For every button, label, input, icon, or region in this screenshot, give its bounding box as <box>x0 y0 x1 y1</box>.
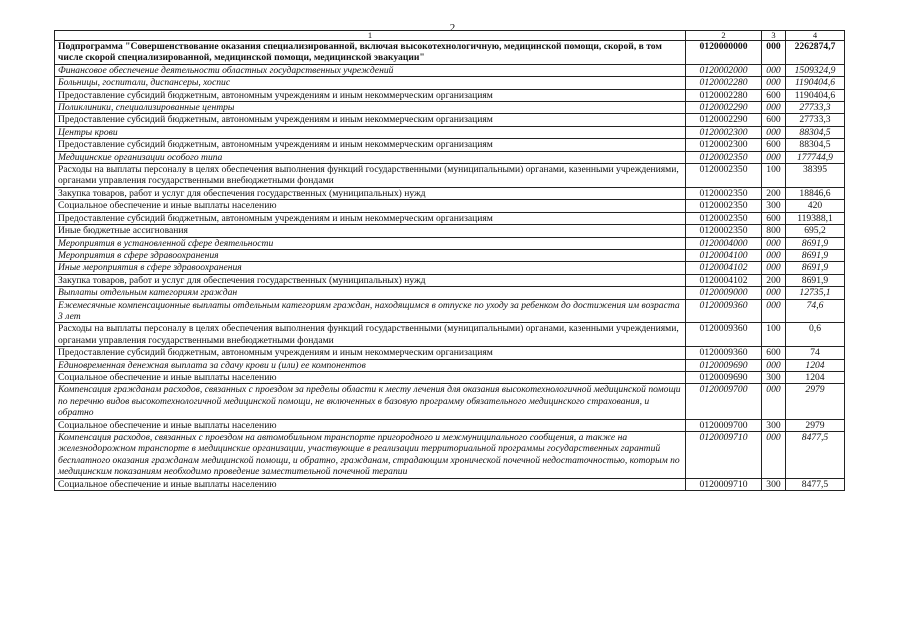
table-row <box>55 164 845 188</box>
type-cell: 200 <box>762 187 786 199</box>
table-row <box>55 114 845 126</box>
type-cell: 000 <box>762 77 786 89</box>
amount-cell: 8691,9 <box>786 274 845 286</box>
code-cell: 0120000000 <box>686 41 762 65</box>
code-cell: 0120009700 <box>686 419 762 431</box>
type-cell: 000 <box>762 151 786 163</box>
name-cell: Предоставление субсидий бюджетным, автономным учреждениям и иным некоммерческим организациям <box>55 212 686 224</box>
amount-cell: 74 <box>786 347 845 359</box>
table-row <box>55 432 845 479</box>
name-cell: Расходы на выплаты персоналу в целях обеспечения выполнения функций государственными (муниципальными) органами, казенными учреждениями, органами управления государственными внебюджетными фондами <box>55 323 686 347</box>
type-cell: 000 <box>762 262 786 274</box>
name-cell: Больницы, госпитали, диспансеры, хоспис <box>55 77 686 89</box>
amount-cell: 18846,6 <box>786 187 845 199</box>
table-row <box>55 237 845 249</box>
code-cell: 0120009360 <box>686 323 762 347</box>
name-cell: Выплаты отдельным категориям граждан <box>55 287 686 299</box>
type-cell: 000 <box>762 102 786 114</box>
type-cell: 300 <box>762 371 786 383</box>
code-cell: 0120002280 <box>686 89 762 101</box>
amount-cell: 1204 <box>786 371 845 383</box>
type-cell: 100 <box>762 323 786 347</box>
code-cell: 0120009700 <box>686 384 762 419</box>
code-cell: 0120009710 <box>686 432 762 479</box>
amount-cell: 8477,5 <box>786 432 845 479</box>
type-cell: 000 <box>762 64 786 76</box>
code-cell: 0120002280 <box>686 77 762 89</box>
table-row <box>55 347 845 359</box>
table-row <box>55 139 845 151</box>
type-cell: 800 <box>762 225 786 237</box>
budget-table <box>54 30 845 491</box>
code-cell: 0120002290 <box>686 114 762 126</box>
code-cell: 0120004102 <box>686 274 762 286</box>
table-header-row <box>55 31 845 41</box>
name-cell: Закупка товаров, работ и услуг для обеспечения государственных (муниципальных) нужд <box>55 274 686 286</box>
table-row <box>55 249 845 261</box>
code-cell: 0120002000 <box>686 64 762 76</box>
name-cell: Иные бюджетные ассигнования <box>55 225 686 237</box>
type-cell: 000 <box>762 126 786 138</box>
code-cell: 0120009690 <box>686 371 762 383</box>
page-number: 2 <box>449 22 456 34</box>
type-cell: 600 <box>762 212 786 224</box>
name-cell: Финансовое обеспечение деятельности областных государственных учреждений <box>55 64 686 76</box>
name-cell: Социальное обеспечение и иные выплаты населению <box>55 200 686 212</box>
amount-cell: 2979 <box>786 384 845 419</box>
type-cell: 600 <box>762 347 786 359</box>
table-row <box>55 187 845 199</box>
name-cell: Расходы на выплаты персоналу в целях обеспечения выполнения функций государственными (муниципальными) органами, казенными учреждениями, органами управления государственными внебюджетными фондами <box>55 164 686 188</box>
type-cell: 000 <box>762 299 786 323</box>
type-cell: 300 <box>762 419 786 431</box>
table-row <box>55 89 845 101</box>
type-cell: 600 <box>762 89 786 101</box>
header-col-3: 3 <box>762 31 786 41</box>
code-cell: 0120009360 <box>686 347 762 359</box>
name-cell: Центры крови <box>55 126 686 138</box>
amount-cell: 695,2 <box>786 225 845 237</box>
code-cell: 0120002350 <box>686 164 762 188</box>
amount-cell: 1190404,6 <box>786 89 845 101</box>
type-cell: 000 <box>762 287 786 299</box>
table-row <box>55 64 845 76</box>
table-row <box>55 299 845 323</box>
code-cell: 0120002350 <box>686 151 762 163</box>
name-cell: Социальное обеспечение и иные выплаты населению <box>55 419 686 431</box>
table-row <box>55 419 845 431</box>
name-cell: Медицинские организации особого типа <box>55 151 686 163</box>
name-cell: Поликлиники, специализированные центры <box>55 102 686 114</box>
name-cell: Компенсация расходов, связанных с проездом на автомобильном транспорте пригородного и межмуниципального сообщения, а также на железнодорожном транспорте в медицинские организации, участвующие в реализации территориальной программы государственных гарантий бесплатного оказания гражданам медицинской помощи, и обратно, гражданам, страдающим хронической почечной недостаточностью, которым по медицинским показаниям необходимо проведение заместительной почечной терапии <box>55 432 686 479</box>
amount-cell: 8691,9 <box>786 237 845 249</box>
code-cell: 0120009000 <box>686 287 762 299</box>
table-row <box>55 225 845 237</box>
table-row <box>55 287 845 299</box>
table-row <box>55 262 845 274</box>
code-cell: 0120002290 <box>686 102 762 114</box>
type-cell: 000 <box>762 384 786 419</box>
table-row <box>55 77 845 89</box>
table-row <box>55 126 845 138</box>
table-row <box>55 384 845 419</box>
header-col-4: 4 <box>786 31 845 41</box>
table-row <box>55 212 845 224</box>
amount-cell: 8477,5 <box>786 478 845 490</box>
header-col-2: 2 <box>686 31 762 41</box>
amount-cell: 88304,5 <box>786 126 845 138</box>
table-row <box>55 274 845 286</box>
name-cell: Компенсация гражданам расходов, связанных с проездом за пределы области к месту лечения для оказания высокотехнологичной медицинской помощи по перечню видов высокотехнологичной медицинской помощи, не включенных в базовую программу обязательного медицинского страхования, и обратно <box>55 384 686 419</box>
name-cell: Предоставление субсидий бюджетным, автономным учреждениям и иным некоммерческим организациям <box>55 139 686 151</box>
name-cell: Предоставление субсидий бюджетным, автономным учреждениям и иным некоммерческим организациям <box>55 347 686 359</box>
amount-cell: 8691,9 <box>786 262 845 274</box>
table-row <box>55 102 845 114</box>
code-cell: 0120004000 <box>686 237 762 249</box>
amount-cell: 1190404,6 <box>786 77 845 89</box>
table-row <box>55 359 845 371</box>
code-cell: 0120004100 <box>686 249 762 261</box>
type-cell: 000 <box>762 237 786 249</box>
type-cell: 600 <box>762 139 786 151</box>
name-cell: Закупка товаров, работ и услуг для обеспечения государственных (муниципальных) нужд <box>55 187 686 199</box>
code-cell: 0120002300 <box>686 126 762 138</box>
code-cell: 0120002350 <box>686 225 762 237</box>
code-cell: 0120002300 <box>686 139 762 151</box>
type-cell: 300 <box>762 200 786 212</box>
amount-cell: 12735,1 <box>786 287 845 299</box>
table-row <box>55 323 845 347</box>
type-cell: 000 <box>762 249 786 261</box>
amount-cell: 38395 <box>786 164 845 188</box>
amount-cell: 88304,5 <box>786 139 845 151</box>
table-row <box>55 151 845 163</box>
name-cell: Подпрограмма "Совершенствование оказания специализированной, включая высокотехнологичную, медицинской помощи, скорой, в том числе скорой специализированной, медицинской помощи, медицинской эвакуации" <box>55 41 686 65</box>
name-cell: Предоставление субсидий бюджетным, автономным учреждениям и иным некоммерческим организациям <box>55 89 686 101</box>
code-cell: 0120002350 <box>686 212 762 224</box>
type-cell: 200 <box>762 274 786 286</box>
type-cell: 300 <box>762 478 786 490</box>
amount-cell: 27733,3 <box>786 114 845 126</box>
header-col-1: 1 <box>55 31 686 41</box>
name-cell: Социальное обеспечение и иные выплаты населению <box>55 478 686 490</box>
table-body <box>55 41 845 491</box>
code-cell: 0120009360 <box>686 299 762 323</box>
amount-cell: 1204 <box>786 359 845 371</box>
table-row <box>55 41 845 65</box>
table-row <box>55 478 845 490</box>
code-cell: 0120002350 <box>686 187 762 199</box>
code-cell: 0120009690 <box>686 359 762 371</box>
amount-cell: 420 <box>786 200 845 212</box>
table-row <box>55 200 845 212</box>
code-cell: 0120004102 <box>686 262 762 274</box>
amount-cell: 119388,1 <box>786 212 845 224</box>
amount-cell: 0,6 <box>786 323 845 347</box>
amount-cell: 8691,9 <box>786 249 845 261</box>
amount-cell: 2262874,7 <box>786 41 845 65</box>
type-cell: 000 <box>762 41 786 65</box>
type-cell: 100 <box>762 164 786 188</box>
amount-cell: 27733,3 <box>786 102 845 114</box>
name-cell: Ежемесячные компенсационные выплаты отдельным категориям граждан, находящимся в отпуске по уходу за ребенком до достижения им возраста 3 лет <box>55 299 686 323</box>
name-cell: Мероприятия в установленной сфере деятельности <box>55 237 686 249</box>
name-cell: Социальное обеспечение и иные выплаты населению <box>55 371 686 383</box>
amount-cell: 2979 <box>786 419 845 431</box>
code-cell: 0120002350 <box>686 200 762 212</box>
amount-cell: 74,6 <box>786 299 845 323</box>
amount-cell: 177744,9 <box>786 151 845 163</box>
type-cell: 600 <box>762 114 786 126</box>
table-row <box>55 371 845 383</box>
name-cell: Единовременная денежная выплата за сдачу крови и (или) ее компонентов <box>55 359 686 371</box>
name-cell: Мероприятия в сфере здравоохранения <box>55 249 686 261</box>
type-cell: 000 <box>762 432 786 479</box>
type-cell: 000 <box>762 359 786 371</box>
code-cell: 0120009710 <box>686 478 762 490</box>
amount-cell: 1509324,9 <box>786 64 845 76</box>
name-cell: Предоставление субсидий бюджетным, автономным учреждениям и иным некоммерческим организациям <box>55 114 686 126</box>
name-cell: Иные мероприятия в сфере здравоохранения <box>55 262 686 274</box>
